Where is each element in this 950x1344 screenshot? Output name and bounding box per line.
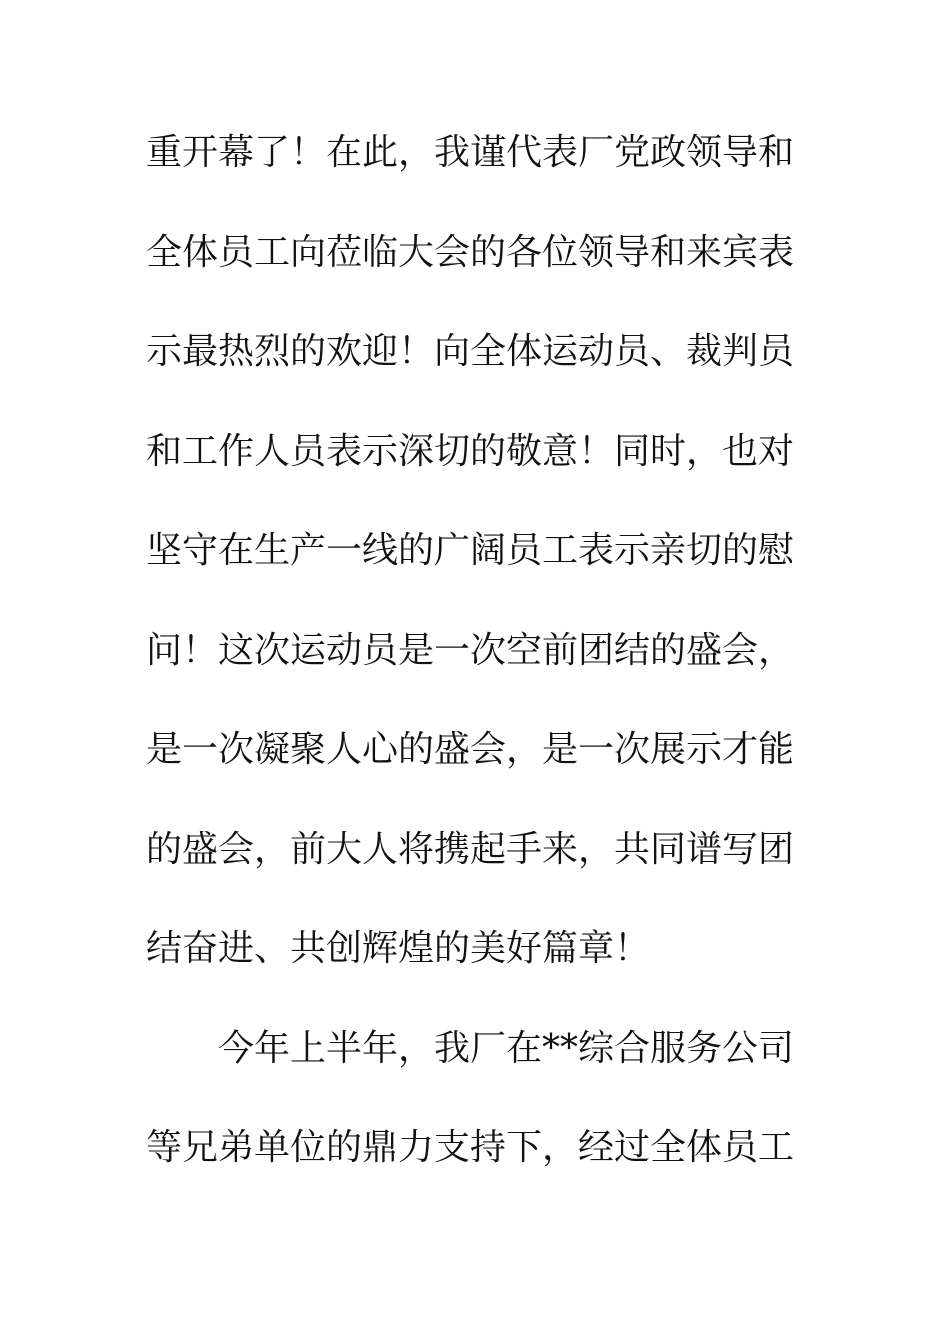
paragraph-line: 坚守在生产一线的广阔员工表示亲切的慰 [146,530,795,571]
paragraph-line-indented: 今年上半年，我厂在**综合服务公司 [218,1028,795,1069]
paragraph-line: 示最热烈的欢迎！向全体运动员、裁判员 [146,331,795,372]
paragraph-line: 和工作人员表示深切的敬意！同时，也对 [146,431,795,472]
paragraph-line: 结奋进、共创辉煌的美好篇章！ [146,928,651,969]
paragraph-line: 全体员工向莅临大会的各位领导和来宾表 [146,232,795,273]
paragraph-line: 的盛会，前大人将携起手来，共同谱写团 [146,829,795,870]
paragraph-line: 问！这次运动员是一次空前团结的盛会， [146,630,795,671]
paragraph-line: 等兄弟单位的鼎力支持下，经过全体员工 [146,1127,795,1168]
paragraph-line: 是一次凝聚人心的盛会，是一次展示才能 [146,729,795,770]
paragraph-line: 重开幕了！在此，我谨代表厂党政领导和 [146,132,795,173]
